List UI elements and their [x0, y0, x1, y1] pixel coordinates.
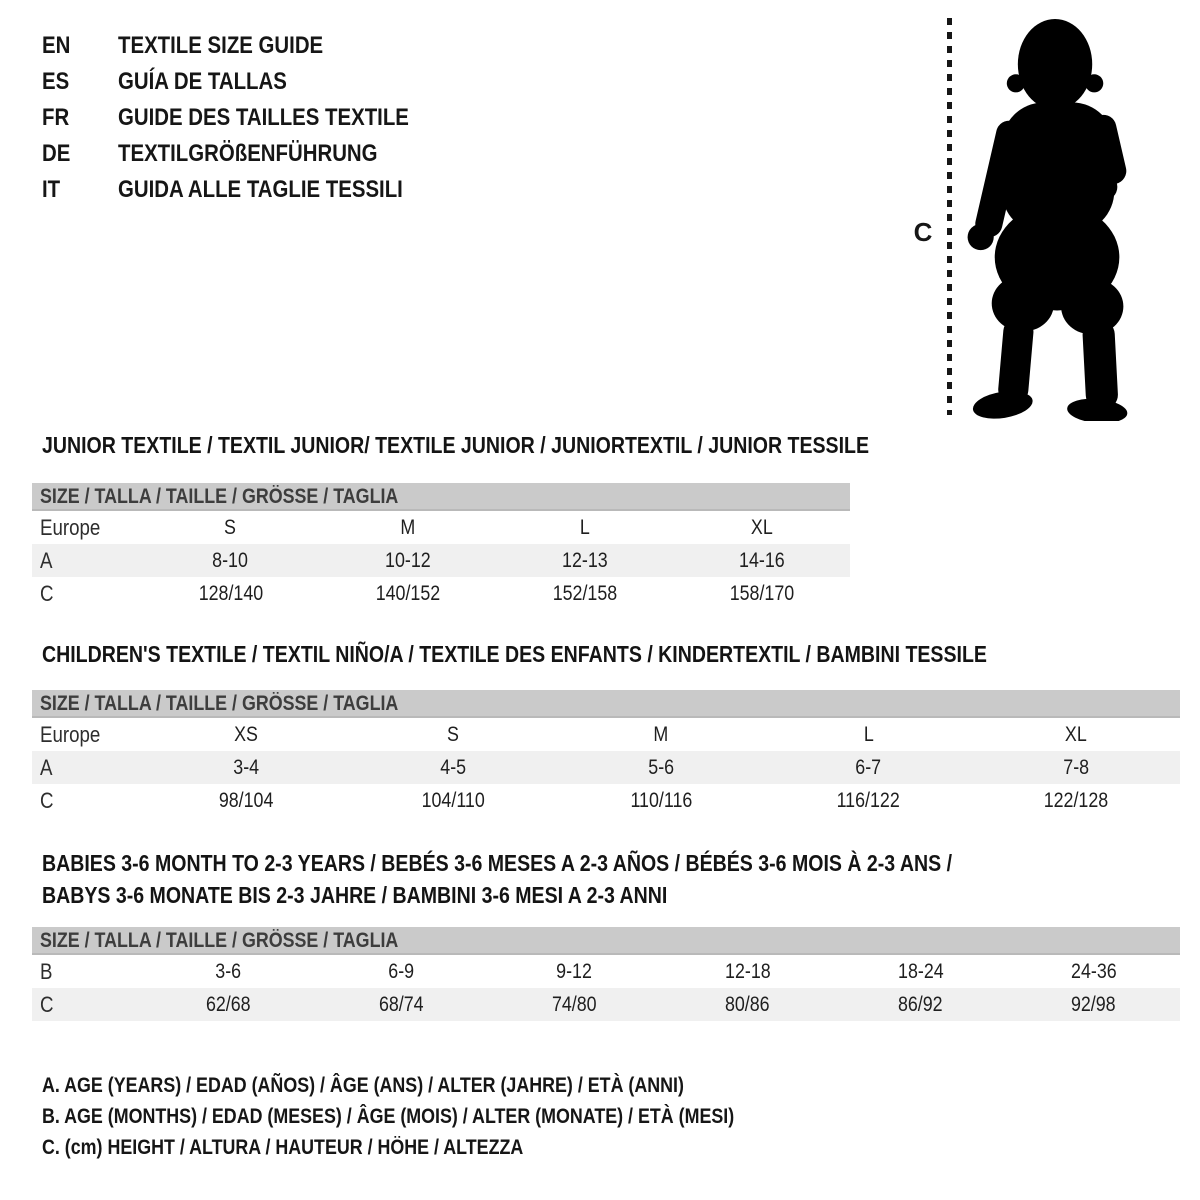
- size-cell: 4-5: [440, 755, 467, 779]
- size-cell: 10-12: [384, 548, 431, 572]
- row-label: Europe: [40, 514, 101, 540]
- size-header-bar: [32, 483, 850, 511]
- size-cell: 7-8: [1063, 755, 1090, 779]
- size-header-label: SIZE / TALLA / TAILLE / GRÖSSE / TAGLIA: [40, 485, 399, 508]
- size-cell: 9-12: [556, 959, 593, 983]
- guide-title-de: TEXTILGRÖßENFÜHRUNG: [118, 140, 378, 167]
- row-label: C: [40, 787, 54, 813]
- toddler-silhouette-icon: [963, 16, 1135, 421]
- size-cell: 68/74: [379, 992, 424, 1016]
- language-code: FR: [42, 104, 70, 131]
- size-cell: 116/122: [836, 788, 901, 812]
- size-cell: 3-4: [232, 755, 259, 779]
- junior-size-table: [32, 483, 850, 610]
- size-cell: M: [400, 515, 415, 539]
- footnote-b: B. AGE (MONTHS) / EDAD (MESES) / ÂGE (MOIS) / ALTER (MONATE) / ETÀ (MESI): [42, 1104, 735, 1128]
- size-cell: 74/80: [552, 992, 597, 1016]
- row-label: B: [40, 958, 53, 984]
- babies-size-table: [32, 927, 1180, 1021]
- size-cell: 80/86: [725, 992, 770, 1016]
- size-cell: 98/104: [218, 788, 274, 812]
- language-code: EN: [42, 32, 71, 59]
- size-cell: 5-6: [648, 755, 674, 779]
- size-cell: XL: [1065, 722, 1088, 746]
- size-header-label: SIZE / TALLA / TAILLE / GRÖSSE / TAGLIA: [40, 929, 399, 952]
- table-row: [32, 544, 850, 577]
- row-label: A: [40, 547, 53, 573]
- size-cell: 152/158: [552, 581, 617, 605]
- size-header-label: SIZE / TALLA / TAILLE / GRÖSSE / TAGLIA: [40, 692, 399, 715]
- size-cell: 3-6: [215, 959, 242, 983]
- size-cell: 8-10: [212, 548, 249, 572]
- language-code: IT: [42, 176, 61, 203]
- measure-label-c: C: [913, 217, 933, 247]
- table-row: [32, 784, 1180, 817]
- language-row: [42, 64, 460, 100]
- size-cell: 24-36: [1070, 959, 1117, 983]
- size-cell: 140/152: [375, 581, 440, 605]
- size-cell: 18-24: [897, 959, 944, 983]
- size-cell: 110/116: [630, 788, 692, 812]
- size-cell: 92/98: [1071, 992, 1116, 1016]
- junior-section-title: JUNIOR TEXTILE / TEXTIL JUNIOR/ TEXTILE JUNIOR / JUNIORTEXTIL / JUNIOR TESSILE: [42, 432, 870, 458]
- size-cell: 12-13: [561, 548, 608, 572]
- size-cell: 14-16: [738, 548, 785, 572]
- size-header-bar: [32, 690, 1180, 718]
- babies-section-title-line2: BABYS 3-6 MONATE BIS 2-3 JAHRE / BAMBINI 3-6 MESI A 2-3 ANNI: [42, 882, 668, 908]
- size-cell: XS: [233, 722, 258, 746]
- size-cell: L: [863, 722, 874, 746]
- size-cell: 122/128: [1043, 788, 1109, 812]
- footnotes: [42, 1070, 856, 1163]
- guide-title-en: TEXTILE SIZE GUIDE: [118, 32, 324, 59]
- guide-title-it: GUIDA ALLE TAGLIE TESSILI: [118, 176, 403, 203]
- footnote-a: A. AGE (YEARS) / EDAD (AÑOS) / ÂGE (ANS) / ALTER (JAHRE) / ETÀ (ANNI): [42, 1073, 684, 1097]
- size-cell: 128/140: [198, 581, 263, 605]
- height-measure-dashed-line: [947, 18, 952, 415]
- size-cell: 6-9: [388, 959, 415, 983]
- table-row: [32, 511, 850, 544]
- guide-title-fr: GUIDE DES TAILLES TEXTILE: [118, 104, 409, 131]
- table-row: [32, 955, 1180, 988]
- size-cell: 104/110: [421, 788, 485, 812]
- table-row: [32, 577, 850, 610]
- size-header-bar: [32, 927, 1180, 955]
- babies-section-title-line1: BABIES 3-6 MONTH TO 2-3 YEARS / BEBÉS 3-6 MESES A 2-3 AÑOS / BÉBÉS 3-6 MOIS À 2-3 ANS /: [42, 850, 953, 876]
- size-cell: XL: [750, 515, 773, 539]
- table-row: [32, 751, 1180, 784]
- size-cell: 86/92: [898, 992, 943, 1016]
- language-row: [42, 28, 460, 64]
- table-row: [32, 718, 1180, 751]
- children-section-title: CHILDREN'S TEXTILE / TEXTIL NIÑO/A / TEXTILE DES ENFANTS / KINDERTEXTIL / BAMBINI TESSILE: [42, 641, 987, 667]
- language-legend: [42, 28, 460, 208]
- size-cell: S: [447, 722, 460, 746]
- size-cell: 62/68: [206, 992, 251, 1016]
- table-row: [32, 988, 1180, 1021]
- footnote-c: C. (cm) HEIGHT / ALTURA / HAUTEUR / HÖHE / ALTEZZA: [42, 1135, 524, 1159]
- size-cell: M: [653, 722, 669, 746]
- size-cell: 6-7: [855, 755, 882, 779]
- row-label: C: [40, 991, 54, 1017]
- size-cell: 12-18: [724, 959, 771, 983]
- row-label: Europe: [40, 721, 101, 747]
- row-label: C: [40, 580, 54, 606]
- size-cell: S: [224, 515, 237, 539]
- language-code: ES: [42, 68, 70, 95]
- guide-title-es: GUÍA DE TALLAS: [118, 68, 287, 95]
- children-size-table: [32, 690, 1180, 817]
- language-row: [42, 100, 460, 136]
- language-code: DE: [42, 140, 71, 167]
- size-cell: L: [579, 515, 590, 539]
- row-label: A: [40, 754, 53, 780]
- language-row: [42, 172, 460, 208]
- size-cell: 158/170: [729, 581, 794, 605]
- language-row: [42, 136, 460, 172]
